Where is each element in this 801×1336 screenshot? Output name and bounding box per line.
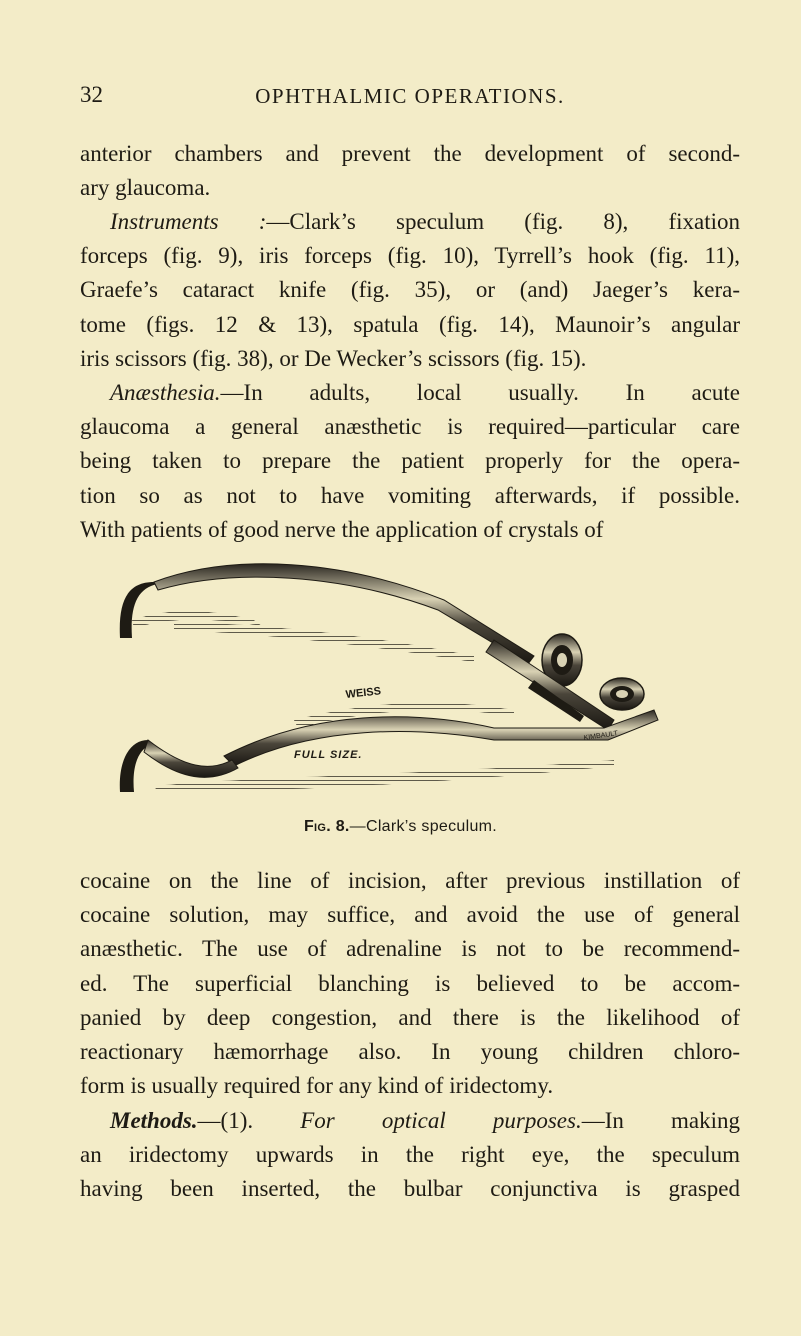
figure-label: Fig. 8. <box>303 818 350 835</box>
full-size-label: FULL SIZE. <box>294 749 363 761</box>
paragraph-cocaine <box>80 864 740 1103</box>
speculum-illustration <box>114 560 674 800</box>
text-line: forceps (fig. 9), iris forceps (fig. 10), Tyrrell’s hook (fig. 11), <box>80 243 740 269</box>
text-line: tion so as not to have vomiting afterwards, if possible. <box>80 482 740 508</box>
paragraph-lead: Methods. <box>110 1108 198 1133</box>
text-line: anæsthetic. The use of adrenaline is not to be recommend- <box>80 936 740 962</box>
paragraph-instruments <box>80 205 740 376</box>
text-line: cocaine solution, may suffice, and avoid the use of general <box>80 902 740 928</box>
running-title: OPHTHALMIC OPERATIONS. <box>255 84 565 108</box>
paragraph-continuation <box>80 137 740 205</box>
text-line: form is usually required for any kind of iridectomy. <box>80 1073 554 1099</box>
paragraph-anaesthesia <box>80 376 740 547</box>
text-line: anterior chambers and prevent the development of second- <box>80 141 740 166</box>
text-line: ed. The superficial blanching is believed to be accom- <box>80 970 740 996</box>
text-line: iris scissors (fig. 38), or De Wecker’s scissors (fig. 15). <box>80 345 587 371</box>
text-line: With patients of good nerve the application of crystals of <box>80 516 604 542</box>
paragraph-lead: Instruments : <box>110 209 267 234</box>
text-line: cocaine on the line of incision, after previous instillation of <box>80 868 740 893</box>
page-header <box>80 82 740 112</box>
text-line: glaucoma a general anæsthetic is required—particular care <box>80 414 740 440</box>
page-number: 32 <box>80 82 103 107</box>
text-line: an iridectomy upwards in the right eye, the speculum <box>80 1142 740 1168</box>
text-line: Methods.—(1). For optical purposes.—In making <box>110 1108 740 1133</box>
text-line: panied by deep congestion, and there is the likelihood of <box>80 1004 740 1030</box>
text-line: tome (figs. 12 & 13), spatula (fig. 14), Maunoir’s angular <box>80 311 740 337</box>
text-line: Anæsthesia.—In adults, local usually. In acute <box>110 380 740 405</box>
figure-caption-text: —Clark’s speculum. <box>349 818 498 835</box>
paragraph-methods <box>80 1104 740 1207</box>
text-line: Instruments :—Clark’s speculum (fig. 8), fixation <box>110 209 740 234</box>
maker-mark: WEISS <box>345 685 382 701</box>
text-line: ary glaucoma. <box>80 175 211 201</box>
text-line: Graefe’s cataract knife (fig. 35), or (and) Jaeger’s kera- <box>80 277 740 303</box>
figure-caption <box>0 818 801 836</box>
paragraph-lead: Anæsthesia. <box>110 380 221 405</box>
engraver-mark: KIMBAULT <box>583 730 619 742</box>
text-line: having been inserted, the bulbar conjunctiva is grasped <box>80 1176 740 1202</box>
text-line: being taken to prepare the patient properly for the opera- <box>80 448 740 474</box>
text-line: reactionary hæmorrhage also. In young children chloro- <box>80 1038 740 1064</box>
